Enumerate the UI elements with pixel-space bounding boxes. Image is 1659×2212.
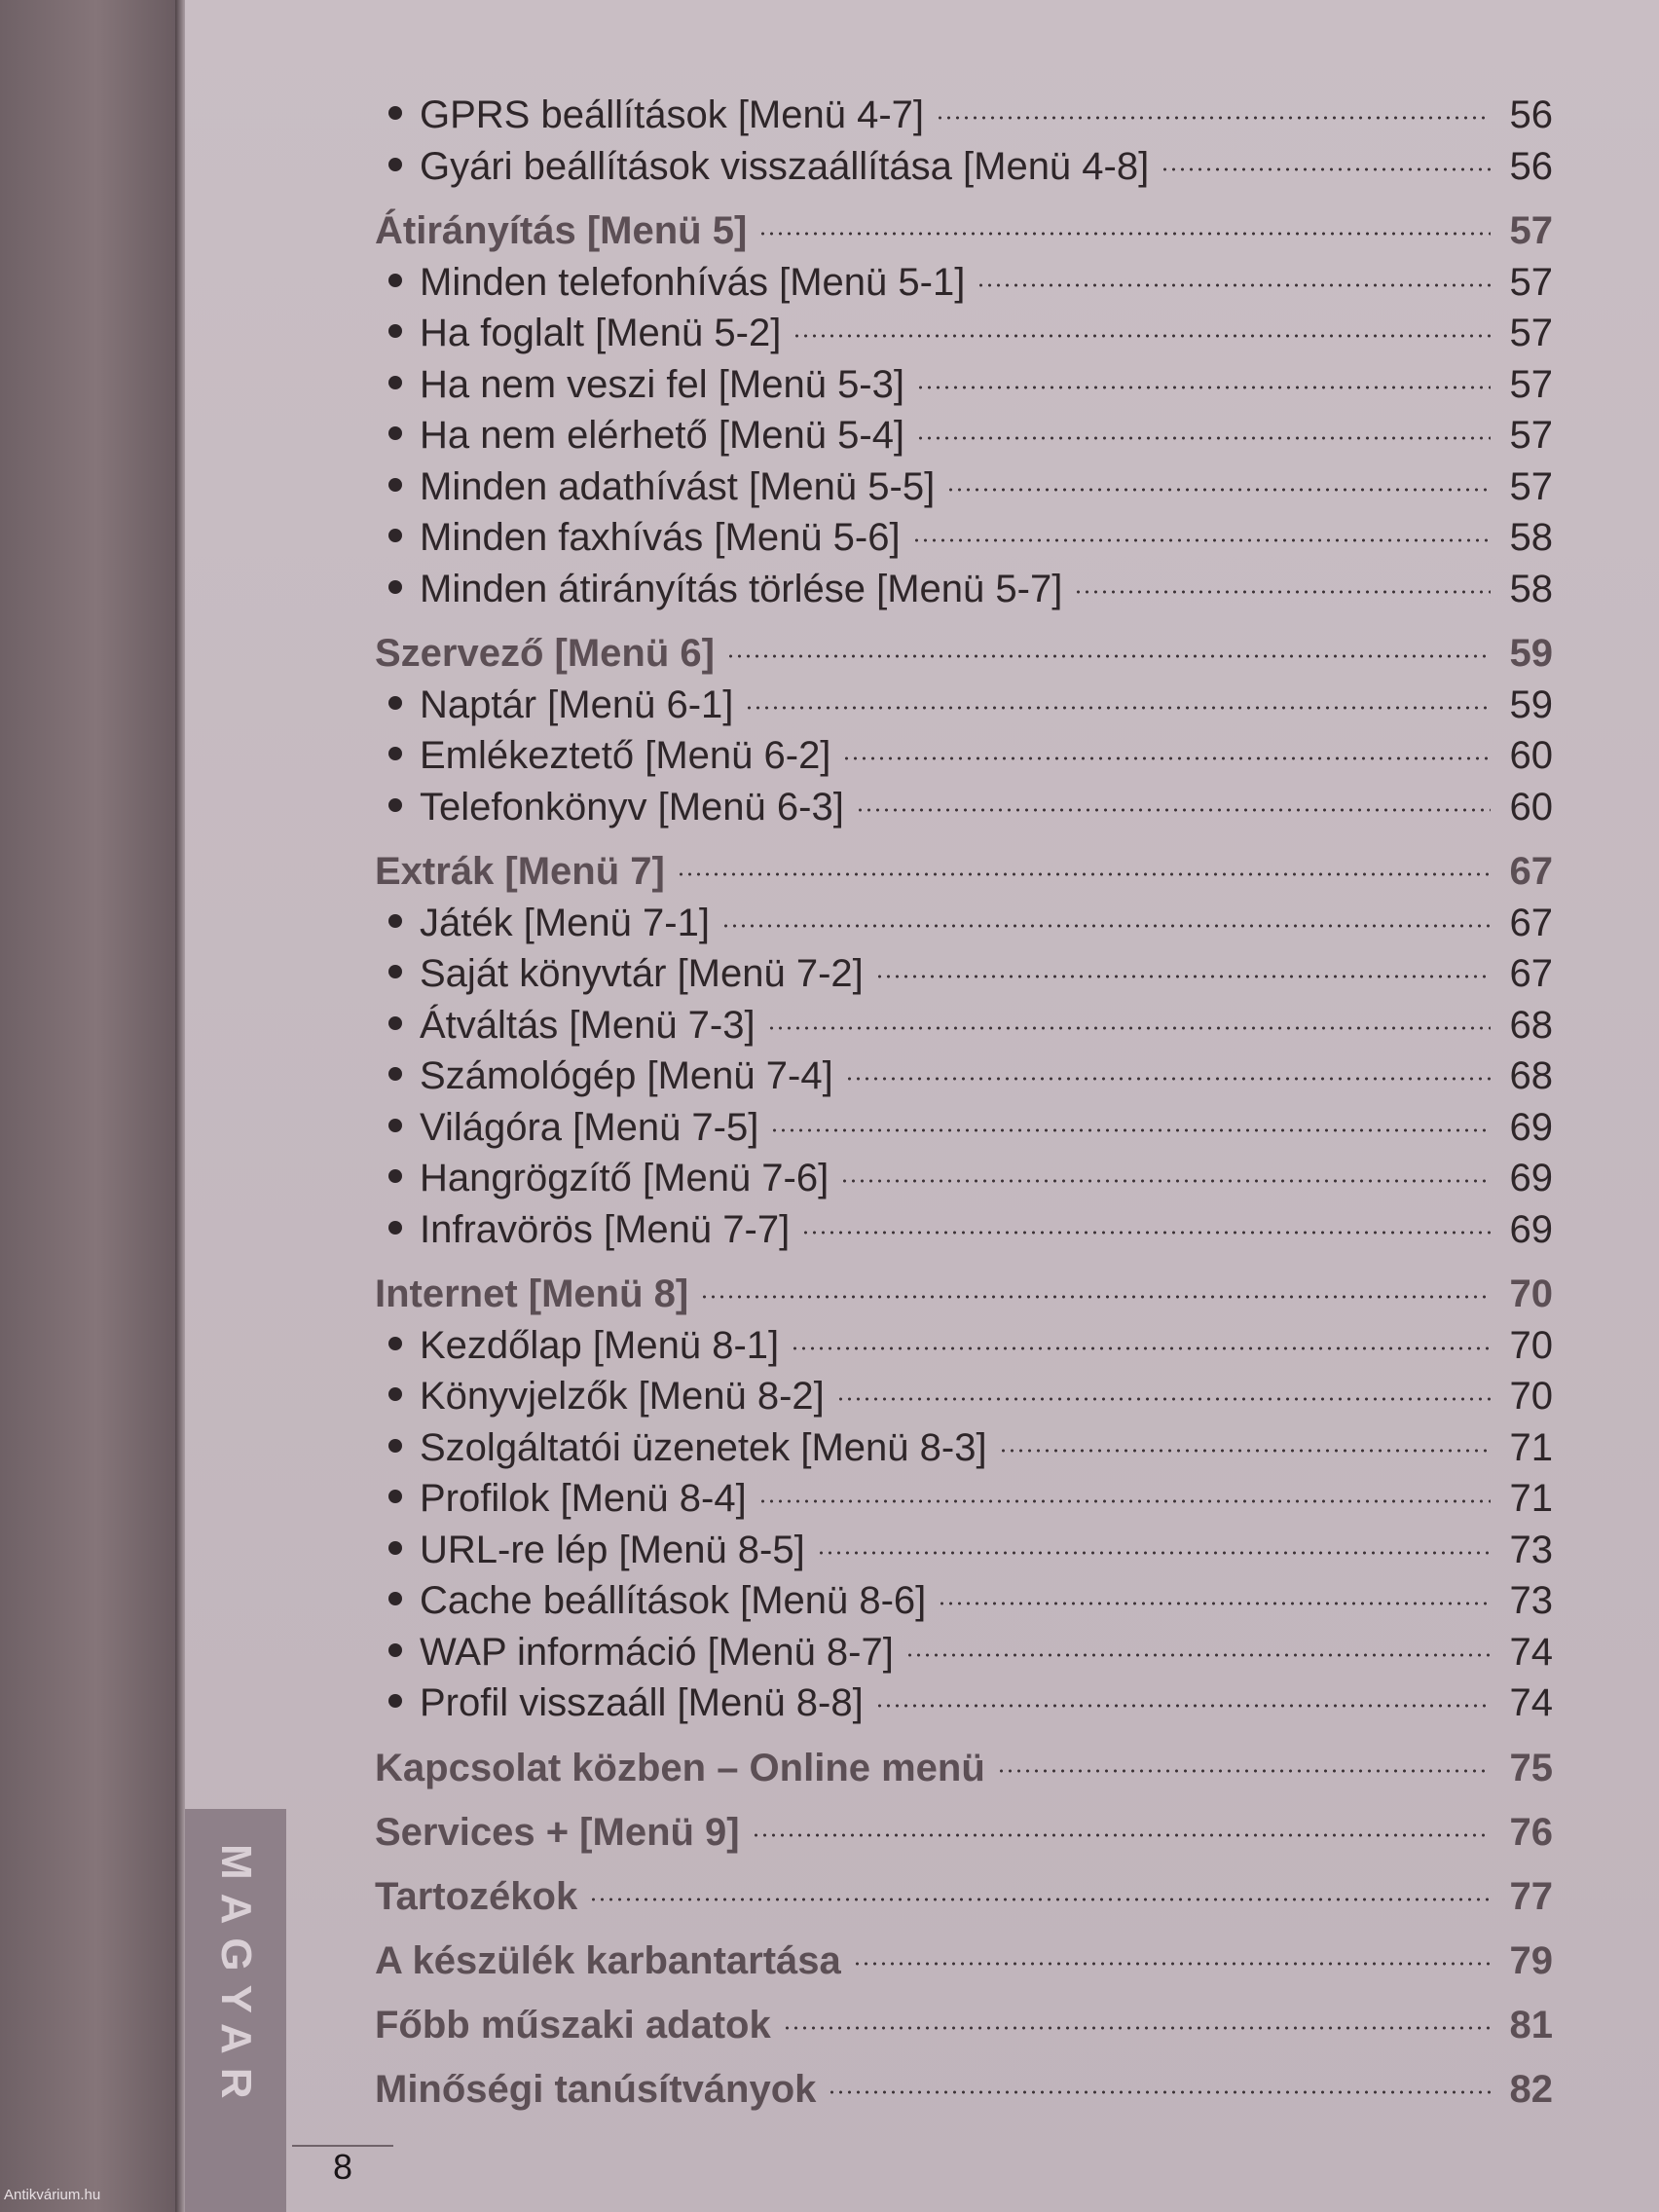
- toc-entry-page: 59: [1509, 682, 1553, 726]
- toc-section-heading: [375, 628, 1553, 680]
- bullet-icon: [388, 798, 402, 812]
- toc-entry-label: WAP információ [Menü 8-7]: [420, 1630, 894, 1674]
- dot-leader: [721, 924, 1491, 928]
- dot-leader: [828, 2090, 1491, 2094]
- toc-entry-page: 58: [1509, 516, 1553, 559]
- toc-entry-label: Könyvjelzők [Menü 8-2]: [420, 1375, 825, 1418]
- toc-entry-page: 74: [1509, 1681, 1553, 1724]
- toc-entry-label: Minden adathívást [Menü 5-5]: [420, 464, 936, 508]
- toc-entry-page: 77: [1509, 1874, 1553, 1918]
- dot-leader: [936, 116, 1491, 120]
- toc-section-heading: [375, 1936, 1553, 1986]
- bullet-icon: [388, 1119, 402, 1132]
- dot-leader: [726, 654, 1491, 658]
- toc-entry-page: 57: [1509, 414, 1553, 457]
- dot-leader: [817, 1551, 1491, 1555]
- bullet-icon: [388, 1221, 402, 1235]
- dot-leader: [916, 386, 1491, 389]
- toc-section-heading: [375, 1871, 1553, 1922]
- watermark: Antikvárium.hu: [4, 2187, 101, 2203]
- bullet-icon: [388, 324, 402, 338]
- toc-entry-label: Naptár [Menü 6-1]: [420, 682, 734, 726]
- bullet-icon: [388, 529, 402, 542]
- bullet-icon: [388, 1016, 402, 1030]
- toc-entry-label: A készülék karbantartása: [375, 1938, 841, 1982]
- toc-entry: [375, 308, 1553, 359]
- toc-entry: [375, 141, 1553, 193]
- toc-entry-label: Saját könyvtár [Menü 7-2]: [420, 952, 864, 995]
- toc-entry: [375, 564, 1553, 615]
- toc-entry: [375, 1204, 1553, 1256]
- toc-entry-page: 59: [1509, 632, 1553, 675]
- toc-entry-label: Extrák [Menü 7]: [375, 850, 665, 893]
- bullet-icon: [388, 914, 402, 928]
- toc-entry-label: Internet [Menü 8]: [375, 1272, 689, 1315]
- toc-section-heading: [375, 205, 1553, 257]
- toc-entry-page: 73: [1509, 1579, 1553, 1622]
- dot-leader: [912, 538, 1491, 542]
- toc-entry: [375, 898, 1553, 949]
- toc-entry-page: 70: [1509, 1375, 1553, 1418]
- toc-entry-page: 68: [1509, 1054, 1553, 1097]
- toc-entry-page: 69: [1509, 1157, 1553, 1199]
- toc-entry: [375, 782, 1553, 833]
- toc-entry-page: 69: [1509, 1207, 1553, 1251]
- toc-entry-page: 57: [1509, 312, 1553, 354]
- toc-entry-label: Átváltás [Menü 7-3]: [420, 1003, 756, 1047]
- dot-leader: [856, 808, 1491, 812]
- toc-entry-page: 82: [1509, 2067, 1553, 2111]
- toc-entry-page: 67: [1509, 850, 1553, 893]
- toc-entry-page: 60: [1509, 785, 1553, 829]
- toc-entry-page: 57: [1509, 464, 1553, 508]
- bullet-icon: [388, 696, 402, 710]
- toc-section-heading: [375, 2000, 1553, 2050]
- toc-entry-label: Kezdőlap [Menü 8-1]: [420, 1323, 780, 1367]
- toc-entry: [375, 90, 1553, 141]
- toc-entry-page: 68: [1509, 1003, 1553, 1047]
- spine-edge: [175, 0, 185, 2212]
- language-tab: [185, 1809, 286, 2212]
- toc-entry-label: Ha foglalt [Menü 5-2]: [420, 312, 782, 354]
- bullet-icon: [388, 376, 402, 389]
- toc-section-heading: [375, 1743, 1553, 1793]
- toc-entry: [375, 1153, 1553, 1204]
- dot-leader: [836, 1397, 1491, 1401]
- toc-entry-page: 57: [1509, 260, 1553, 304]
- toc-entry-label: Profil visszaáll [Menü 8-8]: [420, 1681, 864, 1724]
- toc-entry-page: 79: [1509, 1938, 1553, 1982]
- bullet-icon: [388, 1337, 402, 1350]
- dot-leader: [758, 232, 1491, 236]
- toc-entry: [375, 1051, 1553, 1102]
- toc-entry: [375, 1422, 1553, 1474]
- toc-entry-label: Átirányítás [Menü 5]: [375, 209, 748, 252]
- bullet-icon: [388, 747, 402, 760]
- dot-leader: [758, 1499, 1491, 1503]
- toc-entry-page: 74: [1509, 1630, 1553, 1674]
- toc-entry: [375, 1000, 1553, 1051]
- toc-entry-label: Tartozékok: [375, 1874, 578, 1918]
- toc-entry-label: Minőségi tanúsítványok: [375, 2067, 817, 2111]
- toc-section-heading: [375, 1807, 1553, 1858]
- toc-entry-label: Minden átirányítás törlése [Menü 5-7]: [420, 567, 1063, 610]
- dot-leader: [745, 706, 1491, 710]
- bullet-icon: [388, 1067, 402, 1081]
- toc-entry: [375, 410, 1553, 461]
- bullet-icon: [388, 478, 402, 492]
- dot-leader: [752, 1833, 1491, 1837]
- bullet-icon: [388, 426, 402, 440]
- toc-entry-page: 56: [1509, 93, 1553, 136]
- toc-entry-label: Minden faxhívás [Menü 5-6]: [420, 516, 901, 559]
- toc-entry-page: 73: [1509, 1528, 1553, 1571]
- toc-entry-page: 69: [1509, 1105, 1553, 1149]
- dot-leader: [677, 872, 1491, 876]
- bullet-icon: [388, 106, 402, 120]
- page-number: 8: [332, 2147, 353, 2187]
- dot-leader: [1161, 167, 1491, 171]
- toc-entry: [375, 1102, 1553, 1154]
- dot-leader: [916, 436, 1491, 440]
- bullet-icon: [388, 965, 402, 978]
- toc-entry: [375, 1627, 1553, 1678]
- toc-entry-label: Minden telefonhívás [Menü 5-1]: [420, 260, 966, 304]
- dot-leader: [842, 756, 1491, 760]
- toc-entry: [375, 461, 1553, 513]
- toc-entry-label: Services + [Menü 9]: [375, 1810, 740, 1854]
- table-of-contents: [375, 90, 1553, 2115]
- toc-entry-page: 57: [1509, 362, 1553, 406]
- toc-entry: [375, 257, 1553, 309]
- toc-entry-label: Szolgáltatói üzenetek [Menü 8-3]: [420, 1425, 987, 1469]
- toc-entry-page: 57: [1509, 209, 1553, 252]
- toc-entry-label: Profilok [Menü 8-4]: [420, 1477, 747, 1520]
- dot-leader: [783, 2026, 1491, 2030]
- dot-leader: [938, 1602, 1491, 1605]
- toc-entry-label: Gyári beállítások visszaállítása [Menü 4-8]: [420, 144, 1150, 188]
- bullet-icon: [388, 1387, 402, 1401]
- toc-entry-label: Cache beállítások [Menü 8-6]: [420, 1579, 927, 1622]
- dot-leader: [791, 1346, 1491, 1350]
- toc-entry-page: 81: [1509, 2003, 1553, 2046]
- language-tab-label: MAGYAR: [212, 1844, 260, 2113]
- toc-entry-page: 58: [1509, 567, 1553, 610]
- dot-leader: [875, 975, 1491, 978]
- dot-leader: [700, 1295, 1491, 1299]
- toc-entry-label: Ha nem veszi fel [Menü 5-3]: [420, 362, 904, 406]
- bullet-icon: [388, 1643, 402, 1657]
- toc-entry-page: 67: [1509, 952, 1553, 995]
- dot-leader: [845, 1077, 1491, 1081]
- toc-entry-label: Szervező [Menü 6]: [375, 632, 715, 675]
- toc-entry-label: Világóra [Menü 7-5]: [420, 1105, 759, 1149]
- bullet-icon: [388, 1694, 402, 1708]
- dot-leader: [997, 1769, 1491, 1773]
- toc-entry-label: Infravörös [Menü 7-7]: [420, 1207, 791, 1251]
- book-spine: [0, 0, 175, 2212]
- toc-entry: [375, 1320, 1553, 1372]
- dot-leader: [875, 1704, 1491, 1708]
- bullet-icon: [388, 1169, 402, 1183]
- dot-leader: [840, 1179, 1491, 1183]
- toc-entry-page: 70: [1509, 1323, 1553, 1367]
- toc-entry-page: 67: [1509, 901, 1553, 944]
- toc-entry-label: Telefonkönyv [Menü 6-3]: [420, 785, 844, 829]
- toc-entry: [375, 1575, 1553, 1627]
- toc-entry-label: Főbb műszaki adatok: [375, 2003, 771, 2046]
- toc-entry: [375, 1525, 1553, 1576]
- toc-entry: [375, 948, 1553, 1000]
- bullet-icon: [388, 274, 402, 287]
- toc-entry: [375, 512, 1553, 564]
- dot-leader: [905, 1653, 1491, 1657]
- dot-leader: [793, 334, 1491, 338]
- dot-leader: [767, 1026, 1491, 1030]
- toc-entry: [375, 1371, 1553, 1422]
- dot-leader: [801, 1231, 1491, 1235]
- toc-entry: [375, 1677, 1553, 1729]
- dot-leader: [853, 1962, 1491, 1966]
- dot-leader: [589, 1898, 1491, 1901]
- bullet-icon: [388, 580, 402, 594]
- dot-leader: [977, 283, 1491, 287]
- toc-entry: [375, 680, 1553, 731]
- toc-entry-label: Számológép [Menü 7-4]: [420, 1054, 833, 1097]
- toc-entry-label: Játék [Menü 7-1]: [420, 901, 710, 944]
- toc-section-heading: [375, 2064, 1553, 2115]
- toc-entry-label: Hangrögzítő [Menü 7-6]: [420, 1157, 830, 1199]
- toc-entry-page: 70: [1509, 1272, 1553, 1315]
- toc-entry-page: 76: [1509, 1810, 1553, 1854]
- toc-entry-page: 75: [1509, 1746, 1553, 1789]
- toc-entry: [375, 1473, 1553, 1525]
- toc-entry: [375, 730, 1553, 782]
- bullet-icon: [388, 1439, 402, 1453]
- toc-entry-label: URL-re lép [Menü 8-5]: [420, 1528, 805, 1571]
- toc-entry-page: 60: [1509, 734, 1553, 777]
- toc-entry-label: Emlékeztető [Menü 6-2]: [420, 734, 831, 777]
- bullet-icon: [388, 1592, 402, 1605]
- dot-leader: [946, 488, 1491, 492]
- toc-section-heading: [375, 1269, 1553, 1320]
- toc-entry-page: 71: [1509, 1425, 1553, 1469]
- dot-leader: [999, 1449, 1491, 1453]
- dot-leader: [1074, 590, 1491, 594]
- toc-entry-page: 56: [1509, 144, 1553, 188]
- toc-entry: [375, 359, 1553, 411]
- toc-entry-label: GPRS beállítások [Menü 4-7]: [420, 93, 925, 136]
- bullet-icon: [388, 1490, 402, 1503]
- bullet-icon: [388, 1541, 402, 1555]
- toc-entry-label: Kapcsolat közben – Online menü: [375, 1746, 985, 1789]
- toc-entry-page: 71: [1509, 1477, 1553, 1520]
- toc-entry-label: Ha nem elérhető [Menü 5-4]: [420, 414, 905, 457]
- dot-leader: [770, 1128, 1491, 1132]
- bullet-icon: [388, 158, 402, 171]
- toc-section-heading: [375, 846, 1553, 898]
